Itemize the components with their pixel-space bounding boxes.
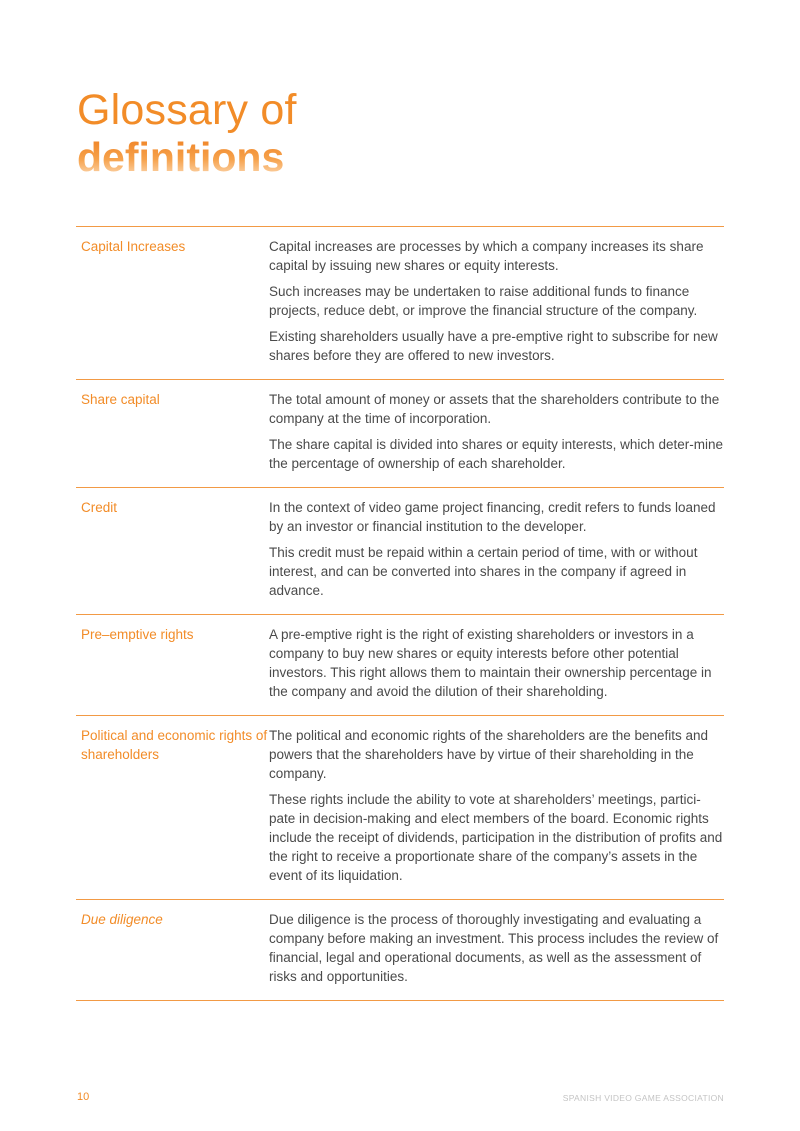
glossary-entry-due-diligence (76, 900, 724, 1001)
definition-paragraph: A pre-emptive right is the right of existing shareholders or investors in a company to buy new shares or equity interests before other potential investors. This right allows them to maintain their ownership percentage in the company and avoid the dilution of their shareholding. (269, 627, 712, 699)
footer-organization: SPANISH VIDEO GAME ASSOCIATION (562, 1093, 724, 1103)
page-title-light: Glossary of (77, 86, 297, 134)
glossary-term: Due diligence (81, 912, 163, 927)
glossary-table (76, 226, 724, 1001)
glossary-term: Pre–emptive rights (81, 627, 194, 642)
glossary-definition (269, 237, 724, 365)
glossary-definition (269, 498, 724, 600)
glossary-term: Share capital (81, 392, 160, 407)
page-title-bold: definitions (77, 134, 297, 180)
glossary-entry-credit (76, 488, 724, 615)
definition-paragraph: The total amount of money or assets that the shareholders contribute to the company at the time of incorporation. (269, 392, 720, 426)
definition-paragraph: Such increases may be undertaken to raise additional funds to finance projects, reduce debt, or improve the financial structure of the company. (269, 284, 698, 318)
glossary-term: Capital Increases (81, 239, 186, 254)
definition-paragraph: These rights include the ability to vote at shareholders’ meetings, partici-pate in decision-making and elect members of the board. Economic rights include the receipt of dividends, participation in the distribution of profits and the right to receive a proportionate share of the company’s assets in the event of its liquidation. (269, 792, 723, 883)
definition-paragraph: The share capital is divided into shares or equity interests, which deter-mine the percentage of ownership of each shareholder. (269, 437, 723, 471)
definition-paragraph: Existing shareholders usually have a pre-emptive right to subscribe for new shares before they are offered to new investors. (269, 329, 718, 363)
glossary-definition (269, 390, 724, 473)
page-number: 10 (77, 1091, 90, 1103)
definition-paragraph: The political and economic rights of the shareholders are the benefits and powers that the shareholders have by virtue of their shareholding in the company. (269, 728, 709, 781)
page-title (77, 86, 297, 180)
definition-paragraph: Capital increases are processes by which a company increases its share capital by issuing new shares or equity interests. (269, 239, 704, 273)
glossary-definition (269, 910, 724, 986)
glossary-term: Political and economic rights of shareholders (81, 728, 268, 762)
definition-paragraph: Due diligence is the process of thoroughly investigating and evaluating a company before making an investment. This process includes the review of financial, legal and operational documents, as well as the assessment of risks and opportunities. (269, 912, 719, 984)
glossary-entry-pre-emptive-rights (76, 615, 724, 716)
definition-paragraph: In the context of video game project financing, credit refers to funds loaned by an investor or financial institution to the developer. (269, 500, 716, 534)
definition-paragraph: This credit must be repaid within a certain period of time, with or without interest, and can be converted into shares in the company if agreed in advance. (269, 545, 698, 598)
glossary-entry-shareholder-rights (76, 716, 724, 900)
glossary-entry-capital-increases (76, 227, 724, 380)
glossary-term: Credit (81, 500, 118, 515)
glossary-definition (269, 625, 724, 701)
glossary-entry-share-capital (76, 380, 724, 488)
glossary-definition (269, 726, 724, 885)
